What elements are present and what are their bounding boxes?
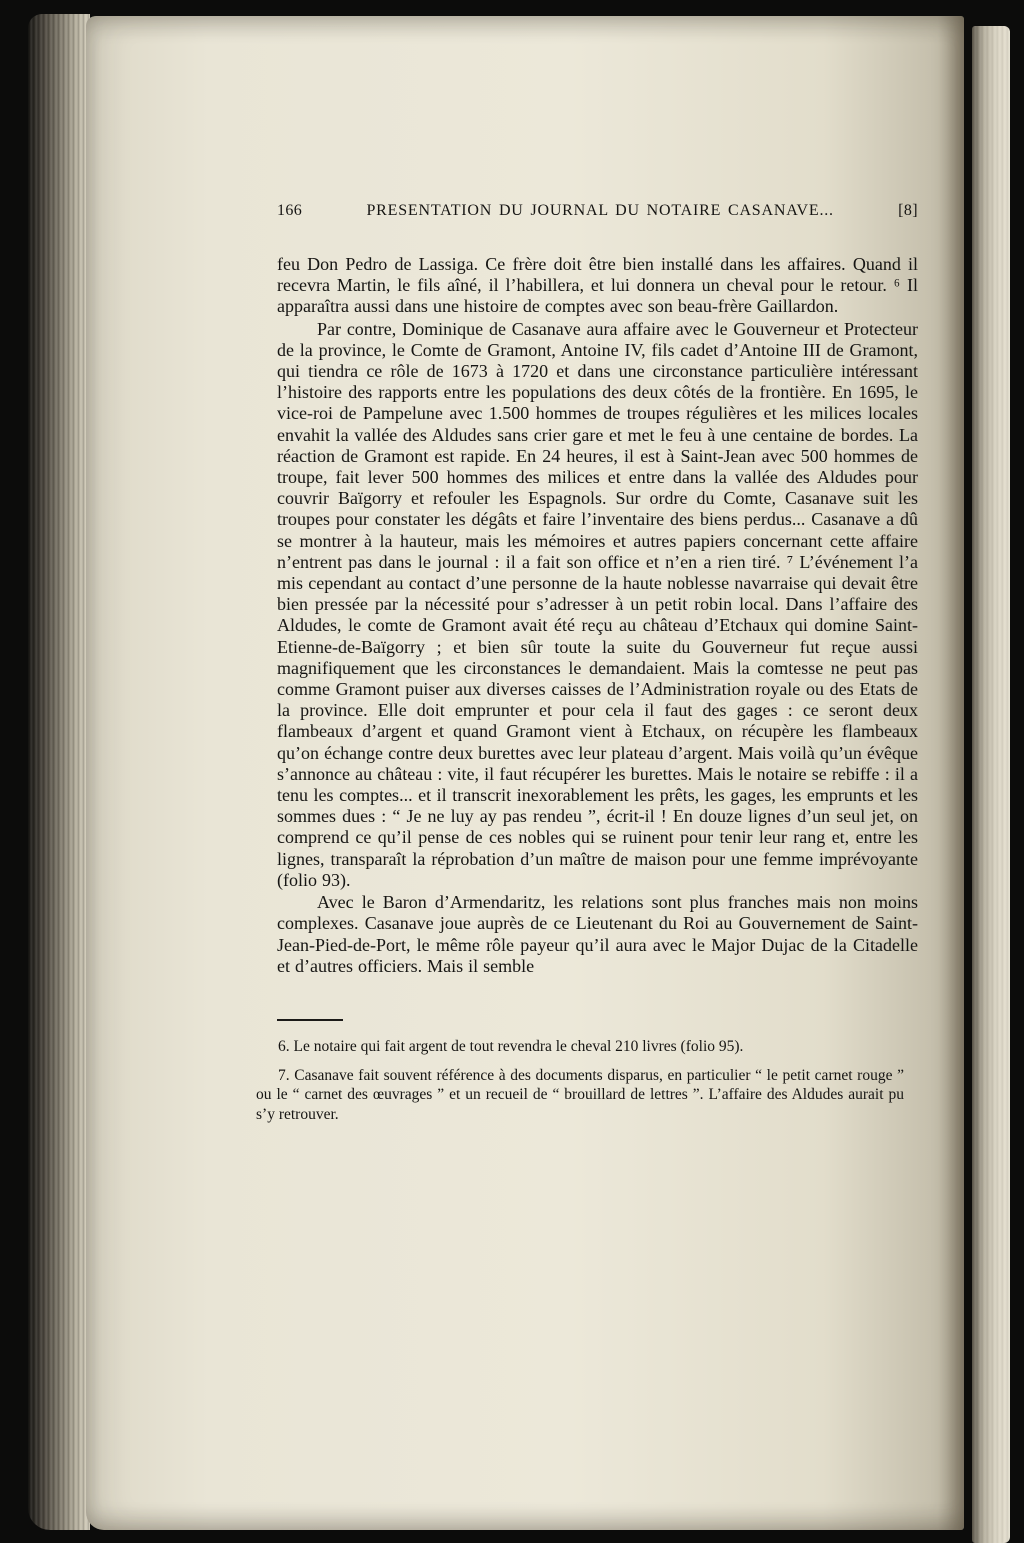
footnote-separator-rule [277, 1019, 343, 1021]
facing-page-edge [972, 26, 1010, 1543]
page-marker: [8] [898, 202, 918, 219]
running-title: PRESENTATION DU JOURNAL DU NOTAIRE CASANAVE... [366, 202, 834, 219]
paragraph: feu Don Pedro de Lassiga. Ce frère doit être bien installé dans les affaires. Quand il recevra Martin, le fils aîné, il l’habillera, et lui donnera un cheval pour le retour. ⁶ Il apparaîtra aussi dans une histoire de comptes avec son beau-frère Gaillardon. [277, 254, 918, 317]
paragraph: Avec le Baron d’Armendaritz, les relations sont plus franches mais non moins complexes. Casanave joue auprès de ce Lieutenant du Roi au Gouvernement de Saint-Jean-Pied-de-Port, le même rôle payeur qu’il aura avec le Major Dujac de la Citadelle et d’autres officiers. Mais il semble [277, 892, 918, 976]
paragraph: Par contre, Dominique de Casanave aura affaire avec le Gouverneur et Protecteur de la province, le Comte de Gramont, Antoine IV, fils cadet d’Antoine III de Gramont, qui tiendra ce rôle de 1673 à 1720 et dans une circonstance particulière intéressant l’histoire des rapports entre les populations des deux côtés de la frontière. En 1695, le vice-roi de Pampelune avec 1.500 hommes de troupes régulières et les milices locales envahit la vallée des Aldudes sans crier gare et met le feu à une centaine de bordes. La réaction de Gramont est rapide. En 24 heures, il est à Saint-Jean avec 500 hommes de troupe, fait lever 500 hommes des milices et entre dans la vallée des Aldudes pour couvrir Baïgorry et refouler les Espagnols. Sur ordre du Comte, Casanave suit les troupes pour constater les dégâts et faire l’inventaire des biens perdus... Casanave a dû se montrer à la hauteur, mais les mémoires et autres papiers concernant cette affaire n’entrent pas dans le journal : il a fait son office et n’en a rien tiré. ⁷ L’événement l’a mis cependant au contact d’une personne de la haute noblesse navarraise qui devait être bien pressée par la nécessité pour s’adresser à un petit robin local. Dans l’affaire des Aldudes, le comte de Gramont avait été reçu au château d’Etchaux qui domine Saint-Etienne-de-Baïgorry ; et bien sûr toute la suite du Gouverneur fut reçue aussi magnifiquement que les circonstances le demandaient. Mais la comtesse ne peut pas comme Gramont puiser aux diverses caisses de l’Administration royale ou des Etats de la province. Elle doit emprunter et pour cela il faut des gages : ce seront deux flambeaux d’argent et quand Gramont vient à Etchaux, on récupère les flambeaux qu’on échange contre deux burettes avec leur plateau d’argent. Mais voilà qu’un évêque s’annonce au château : vite, il faut récupérer les burettes. Mais le notaire se rebiffe : il a tenu les comptes... et il transcrit inexorablement les prêts, les gages, les emprunts et les sommes dues : “ Je ne luy ay pas rendeu ”, écrit-il ! En douze lignes d’un seul jet, on comprend ce qu’il pense de ces nobles qui se ruinent pour tenir leur rang et, entre les lignes, transparaît la réprobation d’un maître de maison pour une femme imprévoyante (folio 93). [277, 318, 918, 890]
left-page-stack-edges [28, 14, 90, 1530]
footnote: 6. Le notaire qui fait argent de tout revendra le cheval 210 livres (folio 95). [278, 1037, 744, 1055]
running-header [277, 202, 918, 220]
page-number: 166 [277, 202, 303, 219]
footnotes [256, 1037, 904, 1124]
book-page [86, 16, 964, 1530]
body-text [277, 254, 918, 977]
page-text-block [256, 202, 918, 1133]
footnote: 7. Casanave fait souvent référence à des documents disparus, en particulier “ le petit carnet rouge ” ou le “ carnet des œuvrages ” et un recueil de “ brouillard de lettres ”. L’affaire des Aldudes aurait pu s’y retrouver. [256, 1066, 904, 1123]
